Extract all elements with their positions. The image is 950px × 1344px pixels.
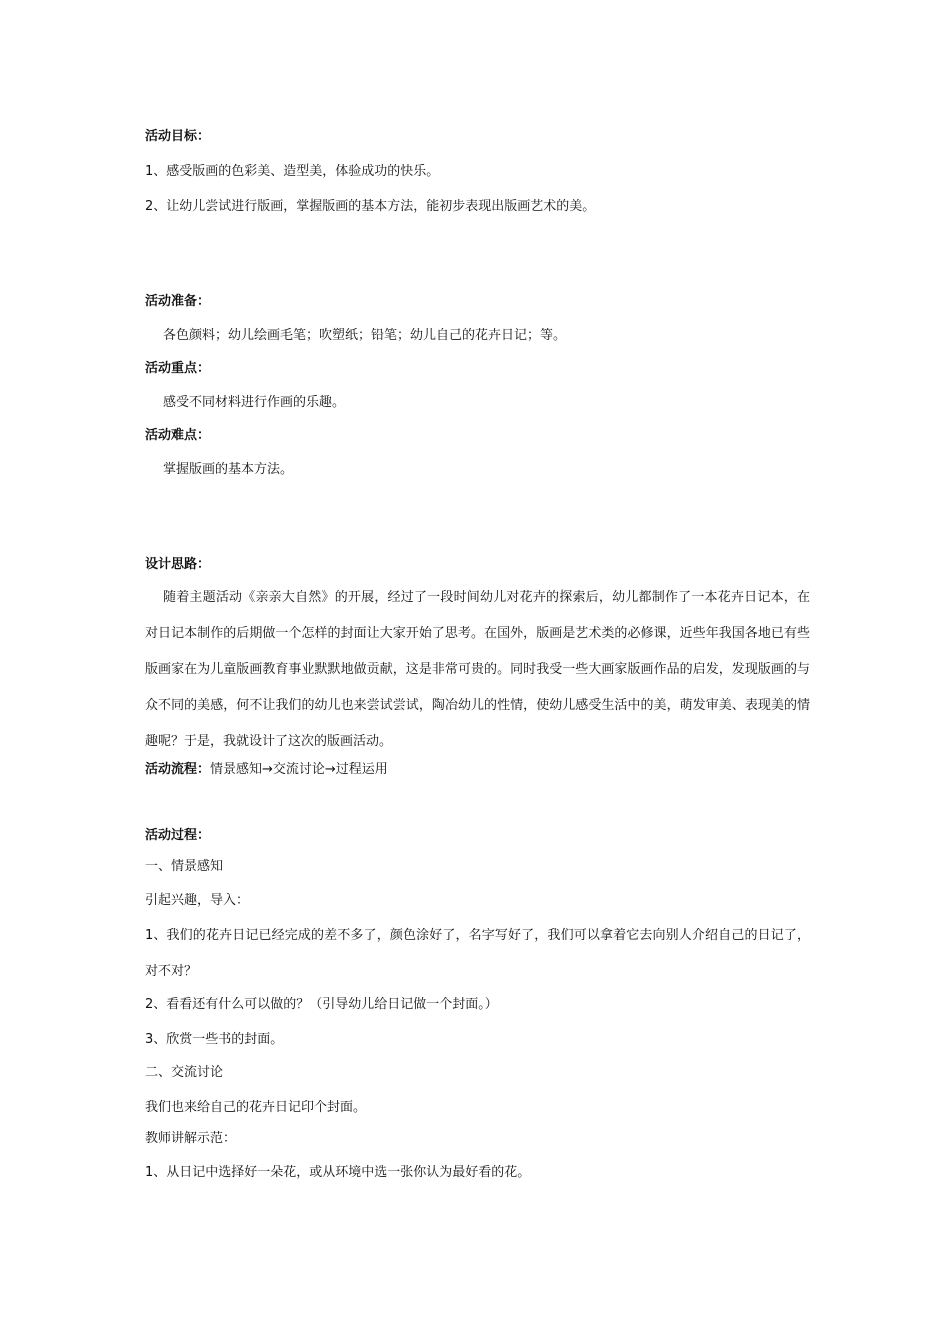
difficulty-heading: 活动难点：	[145, 428, 211, 443]
preparation-text: 各色颜料；幼儿绘画毛笔；吹塑纸；铅笔；幼儿自己的花卉日记；等。	[163, 328, 567, 343]
process-step-1: 1、从日记中选择好一朵花，或从环境中选一张你认为最好看的花。	[145, 1165, 531, 1180]
key-point-heading: 活动重点：	[145, 361, 211, 376]
goals-heading: 活动目标：	[145, 129, 211, 144]
process-item-1: 1、我们的花卉日记已经完成的差不多了，颜色涂好了，名字写好了，我们可以拿着它去向别人介绍自己的日记了，对不对？	[145, 928, 810, 979]
key-point-text: 感受不同材料进行作画的乐趣。	[163, 395, 346, 410]
process-intro: 引起兴趣，导入：	[145, 893, 250, 908]
process-item-2: 2、看看还有什么可以做的？（引导幼儿给日记做一个封面。）	[145, 997, 498, 1012]
preparation-heading: 活动准备：	[145, 294, 211, 309]
teacher-demo-label: 教师讲解示范：	[145, 1131, 237, 1146]
process-item-3: 3、欣赏一些书的封面。	[145, 1032, 284, 1047]
goal-item-2: 2、让幼儿尝试进行版画，掌握版画的基本方法，能初步表现出版画艺术的美。	[145, 199, 596, 214]
flow-text: 情景感知→交流讨论→过程运用	[210, 762, 388, 777]
difficulty-text: 掌握版画的基本方法。	[163, 462, 294, 477]
process-heading: 活动过程：	[145, 828, 211, 843]
process-part2-title: 二、交流讨论	[145, 1065, 224, 1080]
flow-line	[145, 760, 388, 780]
goal-item-1: 1、感受版画的色彩美、造型美，体验成功的快乐。	[145, 164, 440, 179]
process-part1-title: 一、情景感知	[145, 859, 224, 874]
design-paragraph: 随着主题活动《亲亲大自然》的开展，经过了一段时间幼儿对花卉的探索后，幼儿都制作了一本花卉日记本，在对日记本制作的后期做一个怎样的封面让大家开始了思考。在国外，版画是艺术类的必修课，近些年我国各地已有些版画家在为儿童版画教育事业默默地做贡献，这是非常可贵的。同时我受一些大画家版画作品的启发，发现版画的与众不同的美感，何不让我们的幼儿也来尝试尝试，陶冶幼儿的性情，使幼儿感受生活中的美，萌发审美、表现美的情趣呢？于是，我就设计了这次的版画活动。	[145, 590, 810, 749]
flow-heading: 活动流程：	[145, 762, 211, 777]
process-part2-text: 我们也来给自己的花卉日记印个封面。	[145, 1100, 367, 1115]
design-heading: 设计思路：	[145, 557, 211, 572]
